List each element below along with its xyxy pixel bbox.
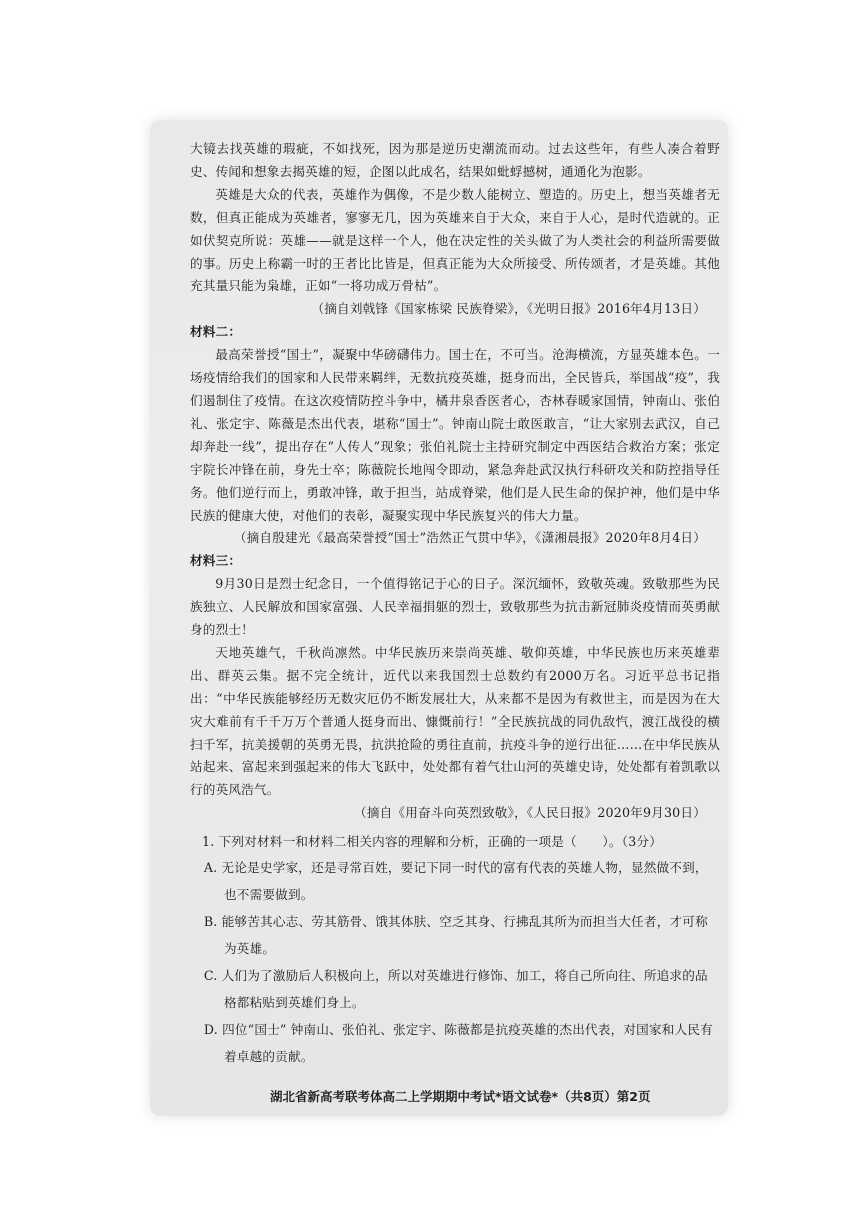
material-3-paragraph-2: 天地英雄气，千秋尚凛然。中华民族历来崇尚英雄、敬仰英雄，中华民族也历来英雄辈出、群英云集。据不完全统计，近代以来我国烈士总数约有2000万名。习近平总书记指出：“中华民族能够经历无数灾厄仍不断发展壮大，从来都不是因为有救世主，而是因为在大灾大难前有千千万万个普通人挺身而出、慷慨前行！”全民族抗战的同仇敌忾，渡江战役的横扫千军，抗美援朝的英勇无畏，抗洪抢险的勇往直前，抗疫斗争的逆行出征……在中华民族从站起来、富起来到强起来的伟大飞跃中，处处都有着气壮山河的英雄史诗，处处都有着凯歌以行的英风浩气。 xyxy=(190,644,720,798)
source-citation-3: （摘自《用奋斗向英烈致敬》，《人民日报》2020年9月30日） xyxy=(354,805,706,821)
material-2-heading: 材料二： xyxy=(190,324,242,340)
question-1-option-a: A. 无论是史学家，还是寻常百姓，要记下同一时代的富有代表的英雄人物，显然做不到，也不需要做到。 xyxy=(203,860,708,903)
material-1-paragraph-2: 英雄是大众的代表，英雄作为偶像，不是少数人能树立、塑造的。历史上，想当英雄者无数，但真正能成为英雄者，寥寥无几，因为英雄来自于大众，来自于人心，是时代造就的。正如伏契克所说：英雄——就是这样一个人，他在决定性的关头做了为人类社会的利益所需要做的事。历史上称霸一时的王者比比皆是，但真正能为大众所接受、所传颂者，才是英雄。其他充其量只能为枭雄，正如“一将功成万骨枯”。 xyxy=(190,186,720,294)
material-2-paragraph: 最高荣誉授“国士”，凝聚中华磅礴伟力。国士在，不可当。沧海横流，方显英雄本色。一场疫情给我们的国家和人民带来羁绊，无数抗疫英雄，挺身而出，全民皆兵，举国战“疫”，我们遏制住了疫情。在这次疫情防控斗争中，橘井泉香医者心，杏林春暖家国情，钟南山、张伯礼、张定宇、陈薇是杰出代表，堪称“国士”。钟南山院士敢医敢言，“让大家别去武汉，自己却奔赴一线”，提出存在“人传人”现象；张伯礼院士主持研究制定中西医结合救治方案；张定宇院长冲锋在前，身先士卒；陈薇院长地闯令即动，紧急奔赴武汉执行科研攻关和防控指导任务。他们逆行而上，勇敢冲锋，敢于担当，站成脊梁，他们是人民生命的保护神，他们是中华民族的健康大使，对他们的表彰，凝聚实现中华民族复兴的伟大力量。 xyxy=(190,347,720,523)
question-1-option-c: C. 人们为了激励后人积极向上，所以对英雄进行修饰、加工，将自己所向往、所追求的品格都粘贴到英雄们身上。 xyxy=(203,968,708,1011)
question-1-option-d: D. 四位“国士” 钟南山、张伯礼、张定宇、陈薇都是抗疫英雄的杰出代表，对国家和人民有着卓越的贡献。 xyxy=(203,1022,713,1065)
page-footer: 湖北省新高考联考体高二上学期期中考试*语文试卷*（共8页）第2页 xyxy=(270,1089,651,1104)
question-1-stem: 1. 下列对材料一和材料二相关内容的理解和分析，正确的一项是（ ）。（3分） xyxy=(202,834,663,850)
source-citation-2: （摘自殷建光《最高荣誉授“国士”浩然正气贯中华》，《潇湘晨报》2020年8月4日） xyxy=(233,530,706,546)
question-1-option-b: B. 能够苦其心志、劳其筋骨、饿其体肤、空乏其身、行拂乱其所为而担当大任者，才可称为英雄。 xyxy=(203,914,708,957)
material-3-paragraph-1: 9月30日是烈士纪念日，一个值得铭记于心的日子。深沉缅怀，致敬英魂。致敬那些为民族独立、人民解放和国家富强、人民幸福捐躯的烈士，致敬那些为抗击新冠肺炎疫情而英勇献身的烈士！ xyxy=(190,576,720,638)
material-3-heading: 材料三： xyxy=(190,553,242,569)
intro-paragraph: 大镜去找英雄的瑕疵，不如找死，因为那是逆历史潮流而动。过去这些年，有些人凑合着野史、传闻和想象去揭英雄的短，企图以此成名，结果如蚍蜉撼树，通通化为泡影。 xyxy=(190,141,720,179)
exam-text-body xyxy=(190,138,720,1070)
source-citation-1: （摘自刘戟锋《国家栋梁 民族脊梁》，《光明日报》2016年4月13日） xyxy=(311,301,706,317)
